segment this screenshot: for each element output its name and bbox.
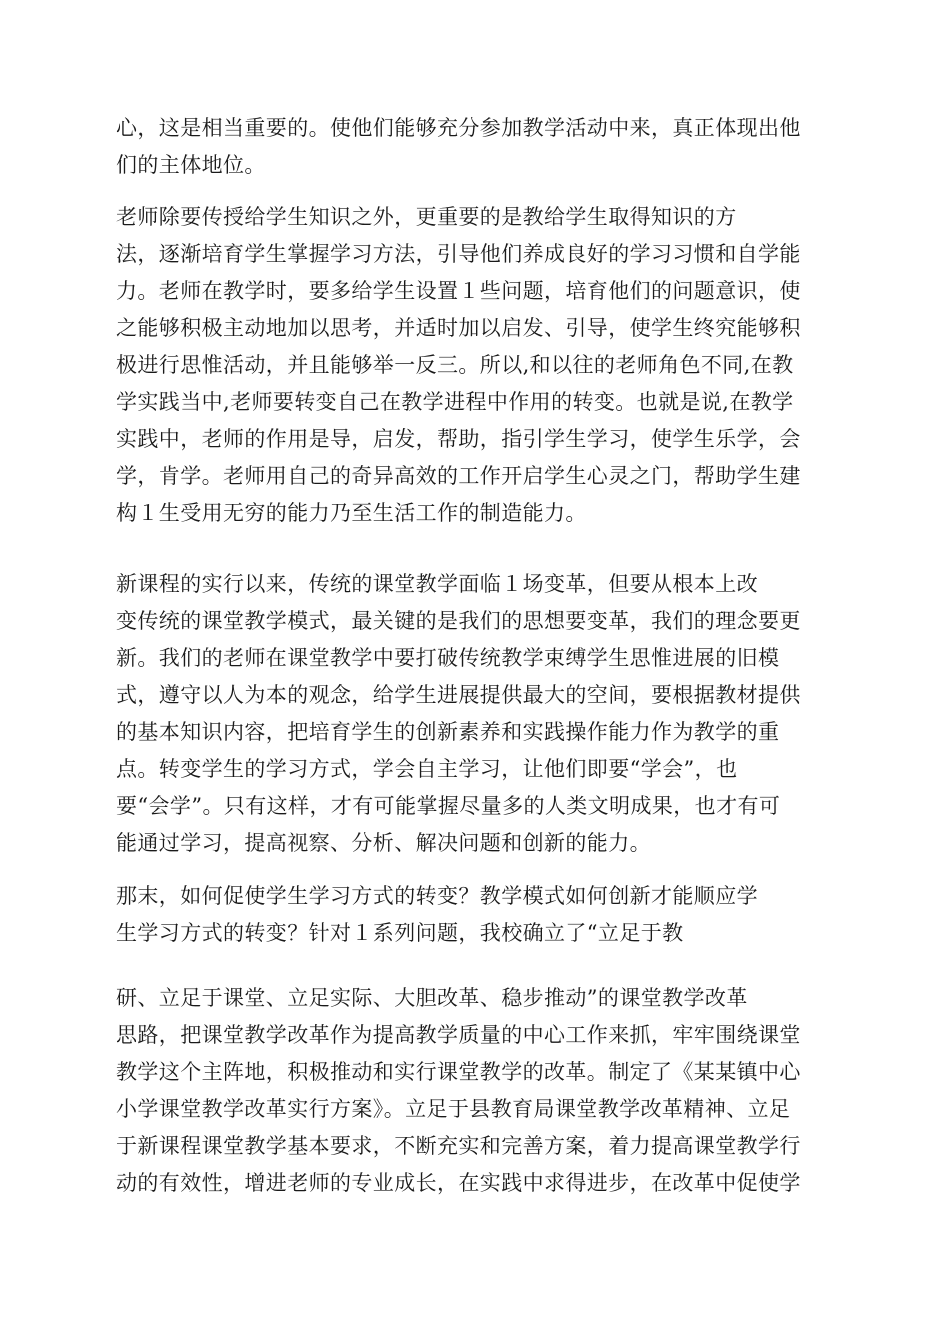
paragraph-2: 老师除要传授给学生知识之外，更重要的是教给学生取得知识的方 法，逐渐培育学生掌握学习方法，引导他们养成良好的学习习惯和自学能 力。老师在教学时，要多给学生设置１些问题，培育他们的问题意识，使 之能够积极主动地加以思考，并适时加以启发、引导，使学生终究能够积 极进行思惟活动，并且能够举一反三。所以,和以往的老师角色不同,在教 学实践当中,老师要转变自己在教学进程中作用的转变。也就是说,在教学 实践中，老师的作用是导，启发，帮助，指引学生学习，使学生乐学，会 学，肯学。老师用自己的奇异高效的工作开启学生心灵之门，帮助学生建 构１生受用无穷的能力乃至生活工作的制造能力。 — [116, 205, 801, 525]
paragraph-1: 心，这是相当重要的。使他们能够充分参加教学活动中来，真正体现出他 们的主体地位。 — [116, 116, 801, 177]
paragraph-4: 那末，如何促使学生学习方式的转变？教学模式如何创新才能顺应学 生学习方式的转变？针对１系列问题，我校确立了“立足于教 — [116, 884, 758, 945]
paragraph-5: 研、立足于课堂、立足实际、大胆改革、稳步推动”的课堂教学改革 思路，把课堂教学改革作为提高教学质量的中心工作来抓，牢牢围绕课堂 教学这个主阵地，积极推动和实行课堂教学的改革。制定了《某某镇中心 小学课堂教学改革实行方案》。立足于县教育局课堂教学改革精神、立足 于新课程课堂教学基本要求，不断充实和完善方案，着力提高课堂教学行 动的有效性，增进老师的专业成长，在实践中求得进步，在改革中促使学 — [116, 986, 801, 1195]
paragraph-3: 新课程的实行以来，传统的课堂教学面临１场变革，但要从根本上改 变传统的课堂教学模式，最关键的是我们的思想要变革，我们的理念要更 新。我们的老师在课堂教学中要打破传统教学束缚学生思惟进展的旧模 式，遵守以人为本的观念，给学生进展提供最大的空间，要根据教材提供 的基本知识内容，把培育学生的创新素养和实践操作能力作为教学的重 点。转变学生的学习方式，学会自主学习，让他们即要“学会”，也 要“会学”。只有这样，才有可能掌握尽量多的人类文明成果，也才有可 能通过学习，提高视察、分析、解决问题和创新的能力。 — [116, 572, 801, 855]
